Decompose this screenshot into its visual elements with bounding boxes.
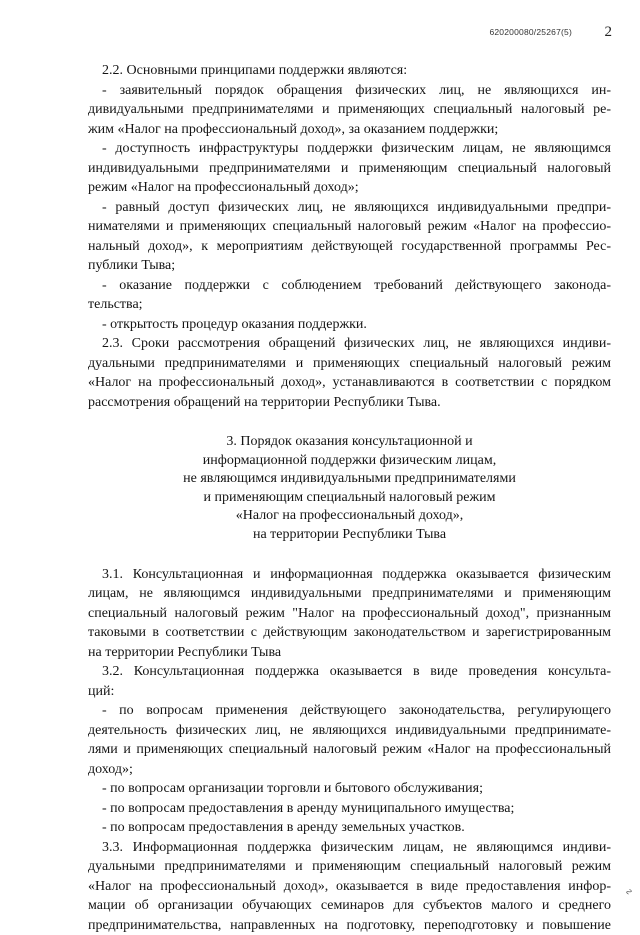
text-line: индивидуальными предпринимателями и применяющим специальный налоговый <box>88 160 611 176</box>
text-line: публики Тыва; <box>88 258 176 273</box>
text-line: нальный доход», к мероприятиям действующей государственной программы Рес- <box>88 238 611 254</box>
text-line: лями и применяющих специальный налоговый режим «Налог на профессиональный <box>88 742 611 758</box>
text-line: - равный доступ физических лиц, не являющихся индивидуальными предпри- <box>102 199 611 215</box>
bullet-item <box>88 315 611 335</box>
bullet-item <box>88 779 611 799</box>
text-line: лицам, не являющимся индивидуальными предпринимателями и применяющим <box>88 586 611 602</box>
text-line: 2.2. Основными принципами поддержки являются: <box>102 63 408 78</box>
text-line: 3.2. Консультационная поддержка оказывается в виде проведения консульта- <box>102 664 611 680</box>
scan-corner-mark: ∿ <box>624 886 637 898</box>
bullet-item <box>88 818 611 838</box>
text-line: дивидуальными предпринимателями и применяющих специальный налоговый ре- <box>88 102 611 117</box>
document-body <box>88 61 611 935</box>
bullet-item <box>88 276 611 315</box>
page-number: 2 <box>604 24 612 40</box>
heading-line: и применяющим специальный налоговый режим <box>203 489 496 505</box>
text-line: режим «Налог на профессиональный доход»; <box>88 180 359 195</box>
text-line: дуальными предпринимателями и применяющим специальный налоговый режим <box>88 859 611 875</box>
text-line: 3.3. Информационная поддержка физическим лицам, не являющимся индиви- <box>102 839 611 855</box>
para-3-2 <box>88 662 611 701</box>
text-line: жим «Налог на профессиональный доход», за оказанием поддержки; <box>88 121 499 137</box>
text-line: нимателями и применяющих специальный налоговый режим «Налог на профессио- <box>88 219 611 234</box>
text-line: предпринимательства, направленных на подготовку, переподготовку и повышение <box>88 917 611 933</box>
text-line: тельства; <box>88 297 143 312</box>
text-line: доход»; <box>88 761 133 777</box>
bullet-item <box>88 139 611 198</box>
text-line: - по вопросам применения действующего законодательства, регулирующего <box>102 703 611 719</box>
text-line: на территории Республики Тыва <box>88 644 282 660</box>
text-line: ций: <box>88 683 115 699</box>
text-line: дуальными предпринимателями и применяющих специальный налоговый режим <box>88 355 611 371</box>
text-line: «Налог на профессиональный доход», оказывается в виде предоставления инфор- <box>88 878 611 894</box>
text-line: 3.1. Консультационная и информационная поддержка оказывается физическим <box>102 566 611 582</box>
text-line: - по вопросам организации торговли и бытового обслуживания; <box>102 781 483 797</box>
text-line: «Налог на профессиональный доход», устанавливаются в соответствии с порядком <box>88 375 611 390</box>
text-line: деятельность физических лиц, не являющихся индивидуальными предпринимате- <box>88 722 611 738</box>
text-line: специальный налоговый режим "Налог на профессиональный доход", признанным <box>88 605 611 621</box>
section-3-heading <box>88 433 611 545</box>
heading-line: на территории Республики Тыва <box>252 526 447 542</box>
para-3-3 <box>88 838 611 935</box>
text-line: - оказание поддержки с соблюдением требований действующего законода- <box>102 277 611 293</box>
text-line: 2.3. Сроки рассмотрения обращений физических лиц, не являющихся индиви- <box>102 336 611 351</box>
bullet-item <box>88 799 611 819</box>
heading-line: «Налог на профессиональный доход», <box>235 508 464 524</box>
text-line: - по вопросам предоставления в аренду земельных участков. <box>102 820 465 836</box>
bullet-item <box>88 81 611 140</box>
doc-code: 620200080/25267(5) <box>489 27 572 37</box>
heading-line: 3. Порядок оказания консультационной и <box>226 434 473 449</box>
para-2-2 <box>88 61 611 81</box>
bullet-item <box>88 198 611 276</box>
text-line: рассмотрения обращений на территории Республики Тыва. <box>88 394 441 410</box>
heading-line: информационной поддержки физическим лицам, <box>202 452 497 468</box>
text-line: - по вопросам предоставления в аренду муниципального имущества; <box>102 800 515 816</box>
text-line: таковыми в соответствии с действующим законодательством и зарегистрированным <box>88 625 611 641</box>
heading-line: не являющимся индивидуальными предпринимателями <box>183 471 516 487</box>
text-line: мации об организации обучающих семинаров для субъектов малого и среднего <box>88 898 611 914</box>
para-2-3 <box>88 334 611 412</box>
text-line: - заявительный порядок обращения физических лиц, не являющихся ин- <box>102 82 611 98</box>
text-line: - открытость процедур оказания поддержки. <box>102 316 367 332</box>
bullet-item <box>88 701 611 779</box>
para-3-1 <box>88 565 611 663</box>
text-line: - доступность инфраструктуры поддержки физическим лицам, не являющимся <box>102 141 611 156</box>
